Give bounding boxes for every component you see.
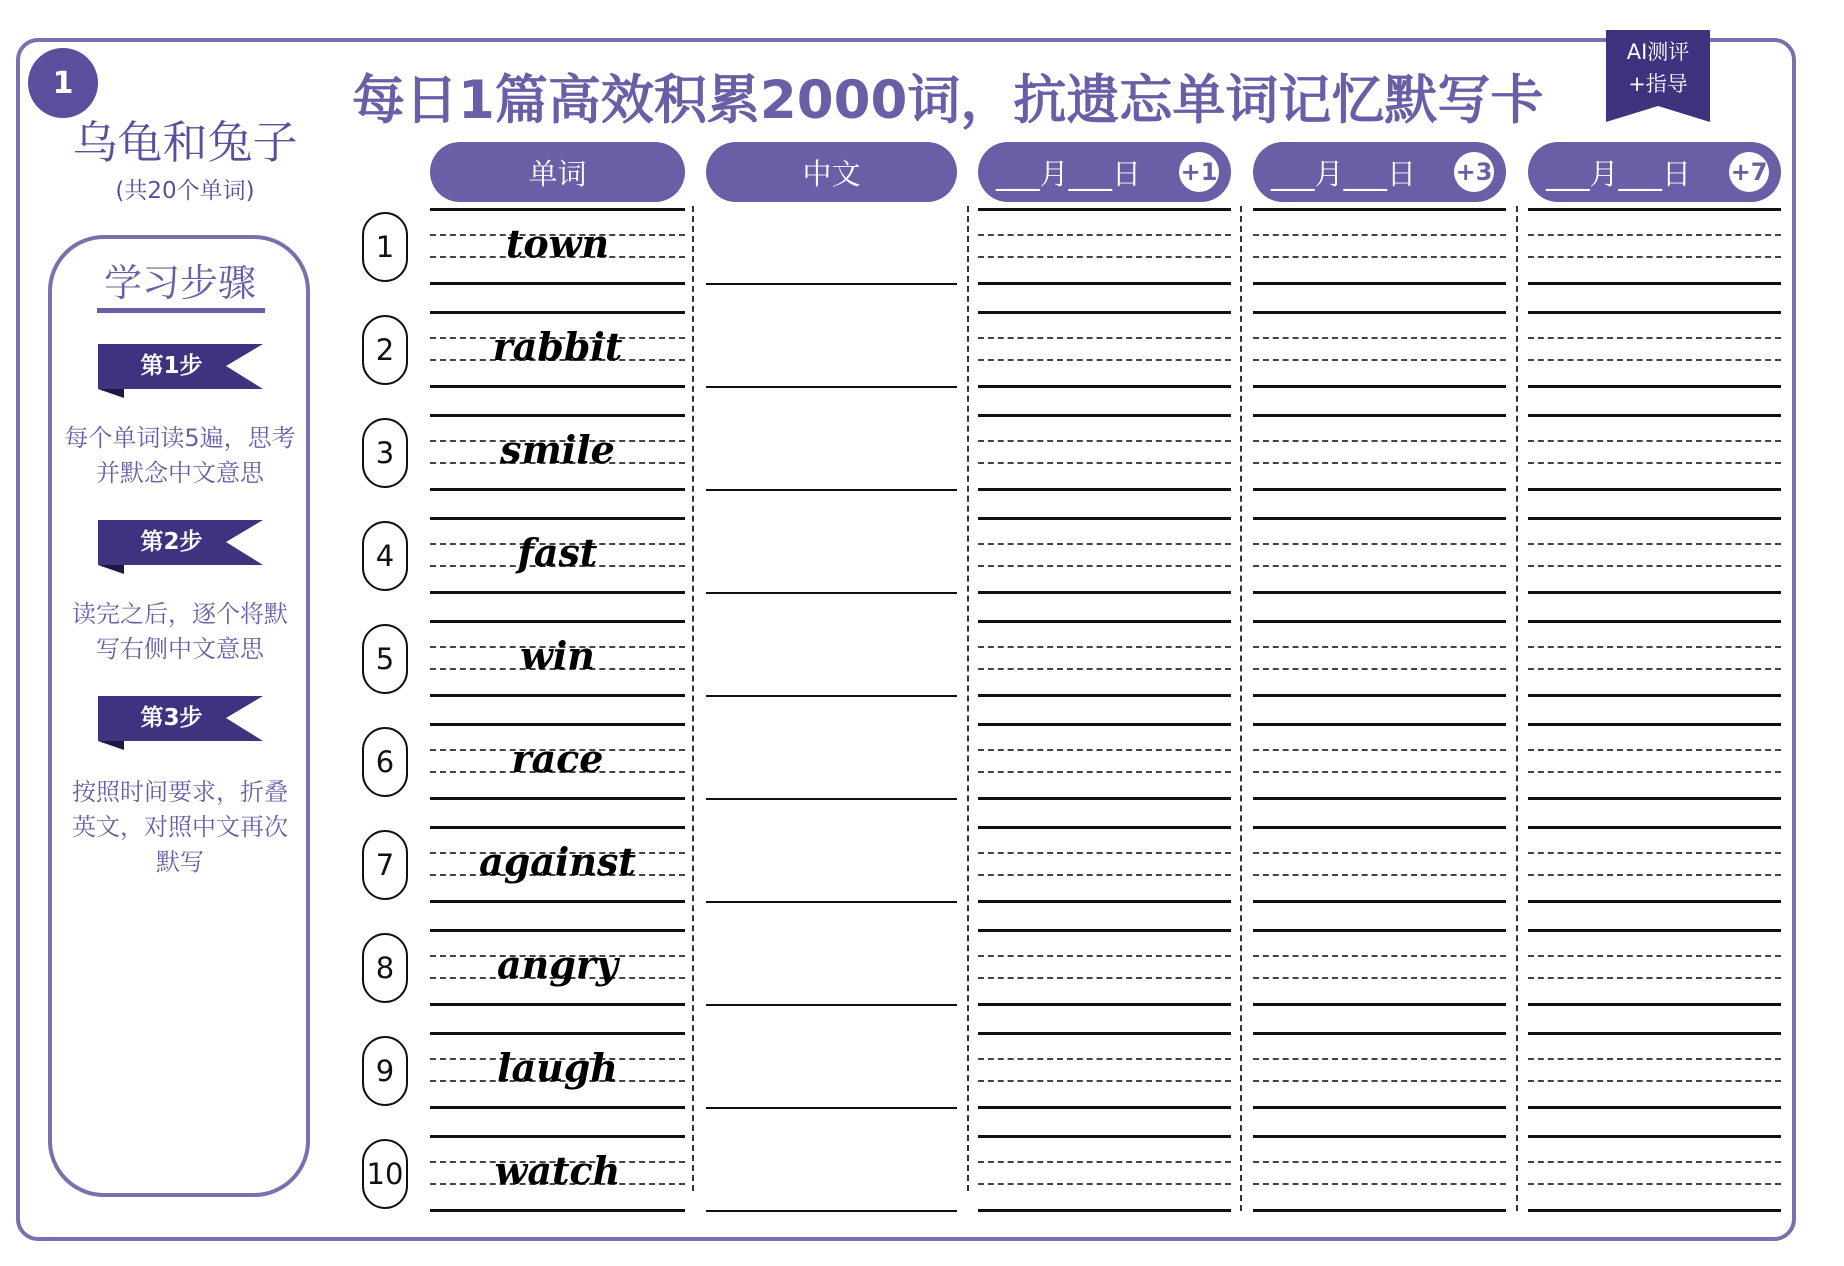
review-writing-line [1528,1209,1781,1212]
review-writing-line [978,977,1231,979]
date-label: ___月___日 [1546,156,1692,191]
review-writing-line [1253,385,1506,388]
review-writing-line[interactable] [1253,723,1506,726]
review-writing-line [978,668,1231,670]
word-guide-line [430,385,685,388]
review-writing-line [1528,1183,1781,1185]
chinese-answer-line[interactable] [706,695,957,697]
column-header-word: 单词 [430,142,685,202]
review-writing-line [1528,359,1781,361]
date-label: ___月___日 [1271,156,1417,191]
review-writing-line[interactable] [1253,929,1506,932]
column-header-review-7 [1528,142,1781,202]
review-writing-line [1253,1080,1506,1082]
row-number: 6 [362,727,408,797]
row-number: 3 [362,418,408,488]
review-writing-line [978,955,1231,957]
review-writing-line [1253,462,1506,464]
row-number: 2 [362,315,408,385]
word-guide-line [430,694,685,697]
review-writing-line[interactable] [1253,517,1506,520]
review-writing-line [978,440,1231,442]
review-writing-line [978,749,1231,751]
word-guide-line [430,620,685,623]
review-writing-line [1528,234,1781,236]
review-writing-line [1528,694,1781,697]
chinese-answer-line[interactable] [706,1107,957,1109]
review-writing-line [1253,852,1506,854]
date-label: ___月___日 [996,156,1142,191]
english-word: win [520,633,595,678]
review-writing-line[interactable] [1253,208,1506,211]
word-guide-line [430,929,685,932]
review-writing-line [978,900,1231,903]
row-number: 5 [362,624,408,694]
review-writing-line [978,694,1231,697]
review-writing-line [1253,900,1506,903]
chinese-answer-line[interactable] [706,1004,957,1006]
review-writing-line[interactable] [1528,414,1781,417]
ai-review-badge[interactable] [1606,30,1710,122]
review-writing-line[interactable] [1528,723,1781,726]
step-3-banner [98,696,263,750]
review-writing-line [978,852,1231,854]
word-guide-line [430,1106,685,1109]
review-writing-line [1253,256,1506,258]
review-writing-line[interactable] [1528,826,1781,829]
review-writing-line [1253,359,1506,361]
lesson-title: 乌龟和兔子 [72,116,298,169]
word-guide-line [430,517,685,520]
review-writing-line[interactable] [978,929,1231,932]
review-writing-line [978,488,1231,491]
review-writing-line [1528,1003,1781,1006]
review-writing-line [1253,282,1506,285]
review-interval-badge: +1 [1179,152,1219,192]
review-writing-line [978,462,1231,464]
chinese-answer-line[interactable] [706,283,957,285]
review-writing-line[interactable] [1253,414,1506,417]
fold-line [967,206,969,1191]
step-2-label: 第2步 [140,529,203,555]
review-writing-line [1528,385,1781,388]
review-writing-line [1528,797,1781,800]
review-writing-line[interactable] [978,517,1231,520]
english-word: angry [497,942,618,987]
review-writing-line [1528,874,1781,876]
review-writing-line [1528,646,1781,648]
row-number: 1 [362,212,408,282]
review-writing-line [978,543,1231,545]
english-word: smile [500,427,615,472]
review-writing-line [978,1209,1231,1212]
review-writing-line [1528,565,1781,567]
review-writing-line [978,282,1231,285]
review-writing-line [1528,440,1781,442]
review-writing-line [1528,900,1781,903]
review-writing-line [978,1161,1231,1163]
english-word: rabbit [492,324,623,369]
english-word: watch [494,1148,621,1193]
review-writing-line [1253,488,1506,491]
review-writing-line [1528,977,1781,979]
review-writing-line [978,1183,1231,1185]
review-writing-line[interactable] [978,414,1231,417]
ai-badge-line-2: +指导 [1628,72,1688,96]
fold-line [1240,206,1242,1211]
chinese-answer-line[interactable] [706,1210,957,1212]
word-guide-line [430,208,685,211]
review-writing-line [978,1106,1231,1109]
review-writing-line[interactable] [1528,1135,1781,1138]
row-number: 4 [362,521,408,591]
word-guide-line [430,1032,685,1035]
chinese-answer-line[interactable] [706,592,957,594]
review-writing-line [1528,488,1781,491]
review-writing-line [978,591,1231,594]
review-writing-line [1253,565,1506,567]
word-guide-line [430,311,685,314]
english-word: town [505,221,610,266]
word-guide-line [430,1003,685,1006]
review-writing-line[interactable] [1253,826,1506,829]
step-1-label: 第1步 [140,353,203,379]
review-writing-line[interactable] [1253,311,1506,314]
review-writing-line [1528,1161,1781,1163]
lesson-number-badge: 1 [28,48,98,118]
review-writing-line [1253,1183,1506,1185]
review-writing-line [978,797,1231,800]
step-3-text: 按照时间要求，折叠英文，对照中文再次默写 [72,778,288,876]
word-guide-line [430,1209,685,1212]
review-writing-line [1253,749,1506,751]
chinese-answer-line[interactable] [706,386,957,388]
column-header-review-3 [1253,142,1506,202]
word-guide-line [430,488,685,491]
review-writing-line [978,256,1231,258]
english-word: race [511,736,604,781]
review-writing-line [1253,337,1506,339]
review-writing-line [978,1058,1231,1060]
column-header-review-1 [978,142,1231,202]
review-writing-line [1253,668,1506,670]
review-writing-line[interactable] [1253,620,1506,623]
review-writing-line [1528,1058,1781,1060]
review-writing-line[interactable] [978,826,1231,829]
review-writing-line[interactable] [978,1032,1231,1035]
review-writing-line [1253,955,1506,957]
review-writing-line [978,385,1231,388]
review-writing-line [1528,337,1781,339]
review-writing-line[interactable] [978,723,1231,726]
review-writing-line [978,359,1231,361]
review-writing-line[interactable] [1528,208,1781,211]
study-steps-title: 学习步骤 [103,261,256,305]
review-writing-line[interactable] [1253,1135,1506,1138]
review-writing-line [1253,1106,1506,1109]
review-writing-line[interactable] [1528,620,1781,623]
review-writing-line [1253,591,1506,594]
row-number: 7 [362,830,408,900]
review-writing-line [1253,1003,1506,1006]
review-writing-line [978,234,1231,236]
word-guide-line [430,591,685,594]
step-3-label: 第3步 [140,705,203,731]
step-2-text: 读完之后，逐个将默写右侧中文意思 [72,600,288,663]
step-2-banner [98,520,263,574]
word-guide-line [430,1135,685,1138]
review-writing-line [1253,771,1506,773]
review-writing-line [1253,1209,1506,1212]
review-writing-line[interactable] [1528,929,1781,932]
review-writing-line [1528,543,1781,545]
review-writing-line [978,1003,1231,1006]
review-writing-line [1528,591,1781,594]
study-steps-underline [97,308,265,313]
review-writing-line[interactable] [1253,1032,1506,1035]
review-writing-line [1253,874,1506,876]
word-guide-line [430,900,685,903]
review-writing-line [978,874,1231,876]
row-number: 9 [362,1036,408,1106]
review-writing-line [1253,646,1506,648]
review-writing-line[interactable] [978,1135,1231,1138]
review-writing-line[interactable] [1528,1032,1781,1035]
review-writing-line [978,565,1231,567]
review-writing-line [1528,462,1781,464]
review-interval-badge: +7 [1729,152,1769,192]
review-writing-line [1253,977,1506,979]
review-writing-line [1253,440,1506,442]
review-writing-line [1528,1080,1781,1082]
review-writing-line [978,771,1231,773]
word-guide-line [430,797,685,800]
review-writing-line [1253,543,1506,545]
review-writing-line [1528,852,1781,854]
review-writing-line [978,1080,1231,1082]
review-writing-line [1528,955,1781,957]
step-1-banner [98,344,263,398]
review-writing-line [1528,771,1781,773]
review-writing-line[interactable] [978,208,1231,211]
review-writing-line [1528,256,1781,258]
word-guide-line [430,826,685,829]
review-writing-line [978,337,1231,339]
row-number: 8 [362,933,408,1003]
review-writing-line [1253,234,1506,236]
ai-badge-line-1: AI测评 [1626,40,1690,64]
english-word: laugh [497,1045,618,1090]
chinese-answer-line[interactable] [706,901,957,903]
review-writing-line [1528,668,1781,670]
review-writing-line [1253,694,1506,697]
lesson-word-count: (共20个单词) [115,178,255,204]
chinese-answer-line[interactable] [706,489,957,491]
fold-line [1516,206,1518,1211]
chinese-answer-line[interactable] [706,798,957,800]
review-writing-line [1253,1161,1506,1163]
review-writing-line[interactable] [978,620,1231,623]
review-writing-line [1253,1058,1506,1060]
review-writing-line [1528,282,1781,285]
english-word: against [479,839,636,884]
step-1-text: 每个单词读5遍，思考并默念中文意思 [64,424,296,487]
fold-line [692,206,694,1191]
word-guide-line [430,723,685,726]
column-header-chinese: 中文 [706,142,957,202]
review-interval-badge: +3 [1454,152,1494,192]
review-writing-line[interactable] [978,311,1231,314]
english-word: fast [517,530,598,575]
review-writing-line[interactable] [1528,311,1781,314]
review-writing-line[interactable] [1528,517,1781,520]
review-writing-line [978,646,1231,648]
word-guide-line [430,414,685,417]
review-writing-line [1528,749,1781,751]
row-number: 10 [362,1139,408,1209]
word-guide-line [430,282,685,285]
main-title: 每日1篇高效积累2000词，抗遗忘单词记忆默写卡 [352,70,1544,131]
review-writing-line [1253,797,1506,800]
review-writing-line [1528,1106,1781,1109]
